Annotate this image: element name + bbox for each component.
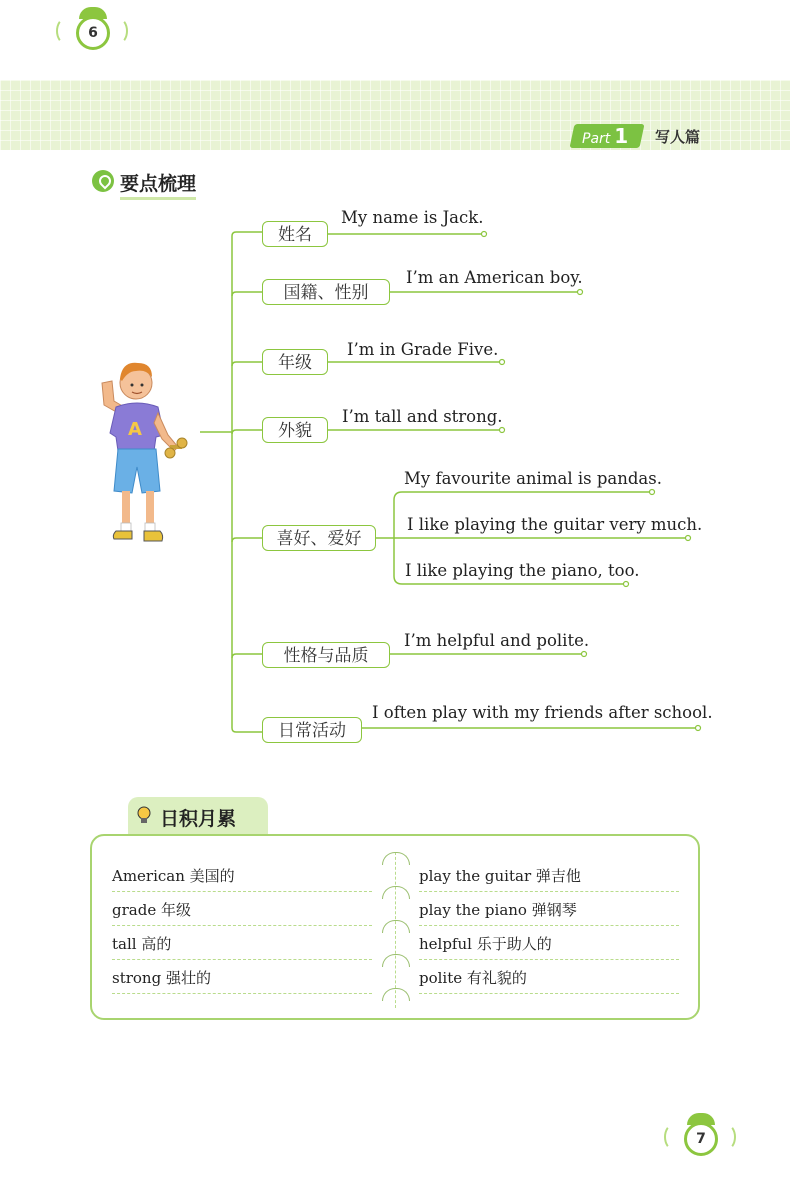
sentence-character: I’m helpful and polite. <box>404 631 590 650</box>
branch-nationality-gender: 国籍、性别 <box>262 279 390 305</box>
lightbulb-icon <box>136 805 152 825</box>
vocab-right-2: play the piano 弹钢琴 <box>419 895 679 926</box>
sentence-appearance: I’m tall and strong. <box>342 407 503 426</box>
page-number-left: 6 <box>76 16 110 50</box>
part-number: 1 <box>614 124 629 148</box>
branch-name: 姓名 <box>262 221 328 247</box>
vocab-left-3: tall 高的 <box>112 929 372 960</box>
branch-hobbies: 喜好、爱好 <box>262 525 376 551</box>
mindmap-title: 要点梳理 <box>120 169 196 200</box>
svg-text:A: A <box>128 419 142 440</box>
sentence-hobby-1: My favourite animal is pandas. <box>404 469 662 488</box>
vocab-right-1: play the guitar 弹吉他 <box>419 861 679 892</box>
section-name: 写人篇 <box>655 128 701 146</box>
part-label: Part 1 <box>582 124 629 148</box>
branch-grade: 年级 <box>262 349 328 375</box>
vocab-left-1: American 美国的 <box>112 861 372 892</box>
sentence-grade: I’m in Grade Five. <box>347 340 499 359</box>
vocabulary-title: 日积月累 <box>160 808 237 830</box>
sentence-name: My name is Jack. <box>341 208 484 227</box>
vocab-left-2: grade 年级 <box>112 895 372 926</box>
vocab-right-3: helpful 乐于助人的 <box>419 929 679 960</box>
branch-character: 性格与品质 <box>262 642 390 668</box>
sentence-daily-activity: I often play with my friends after school. <box>372 703 713 722</box>
vocab-right-4: polite 有礼貌的 <box>419 963 679 994</box>
sentence-nationality: I’m an American boy. <box>406 268 583 287</box>
sentence-hobby-3: I like playing the piano, too. <box>405 561 640 580</box>
sentence-hobby-2: I like playing the guitar very much. <box>407 515 703 534</box>
vocab-left-4: strong 强壮的 <box>112 963 372 994</box>
branch-daily-activities: 日常活动 <box>262 717 362 743</box>
branch-appearance: 外貌 <box>262 417 328 443</box>
page-number-right: 7 <box>684 1122 718 1156</box>
boy-illustration <box>90 355 205 555</box>
